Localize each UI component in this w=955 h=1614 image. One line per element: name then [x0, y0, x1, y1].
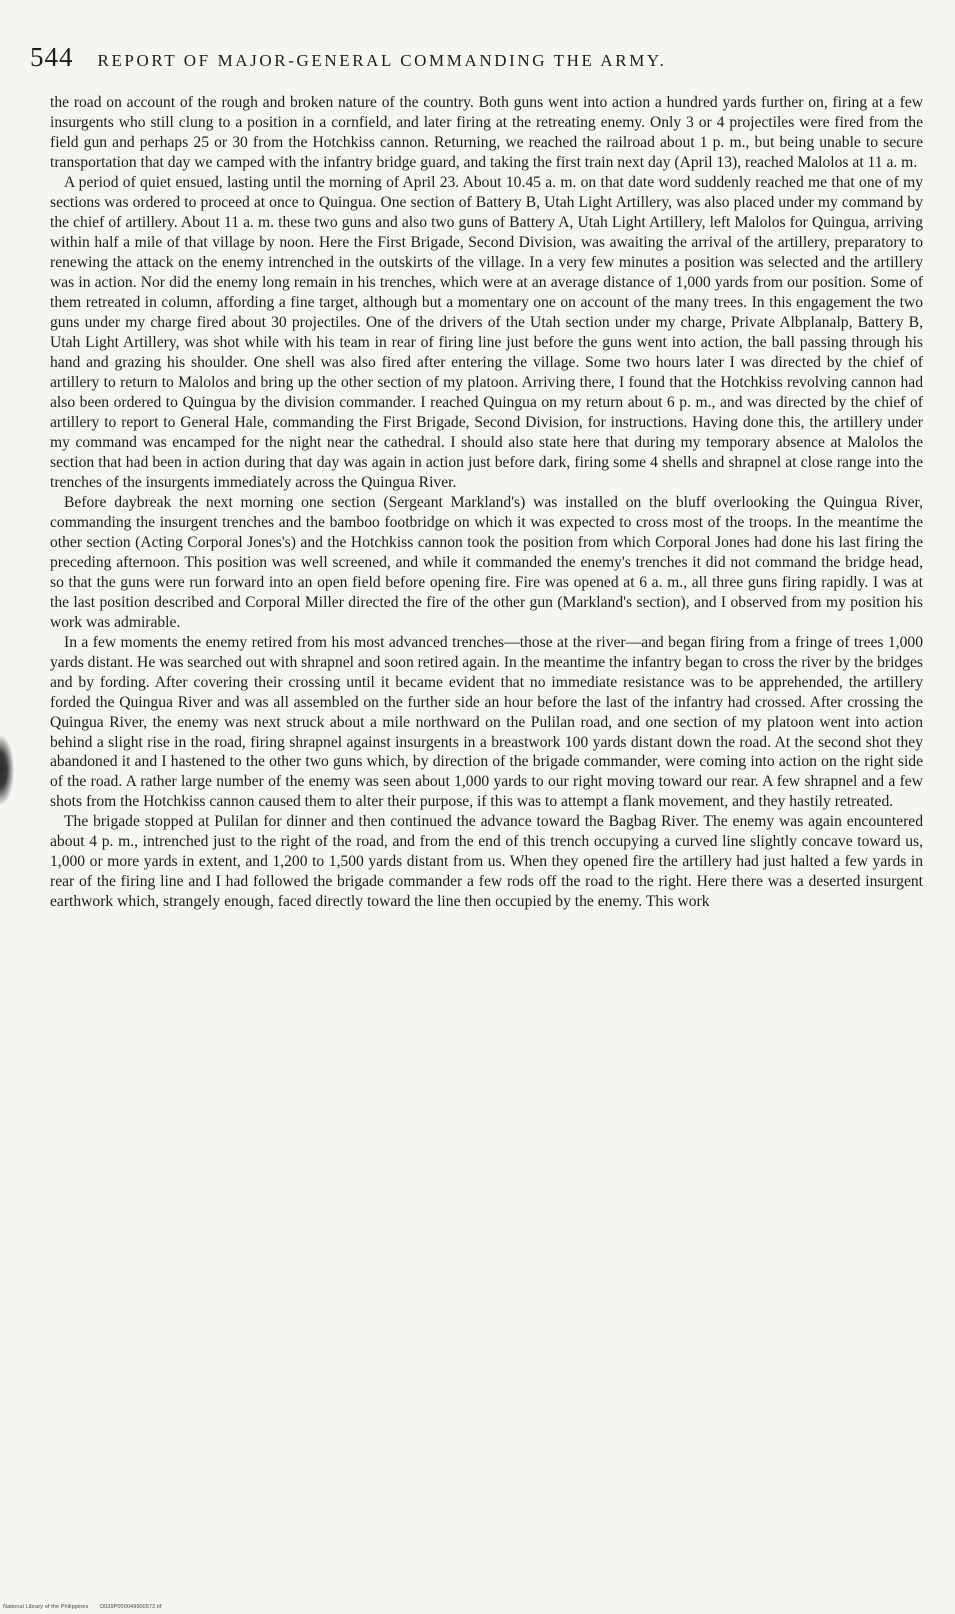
report-body — [50, 93, 923, 912]
scan-footer — [3, 1604, 172, 1610]
paragraph-3: Before daybreak the next morning one section (Sergeant Markland's) was installed on the bluff overlooking the Quingua River, commanding the insurgent trenches and the bamboo footbridge on which it was expected to cross most of the troops. In the meantime the other section (Acting Corporal Jones's) and the Hotchkiss cannon took the position from which Corporal Jones had done his last firing the preceding afternoon. This position was well screened, and while it commanded the enemy's trenches it did not command the bridge head, so that the guns were run forward into an open field before opening fire. Fire was opened at 6 a. m., all three guns firing rapidly. I was at the last position described and Corporal Miller directed the fire of the other gun (Markland's section), and I observed from my position his work was admirable. — [50, 493, 923, 631]
footer-identifier: D039P000049900572.tif — [100, 1604, 162, 1610]
page-number: 544 — [30, 42, 74, 72]
binding-shadow — [0, 735, 14, 805]
paragraph-5: The brigade stopped at Pulilan for dinner and then continued the advance toward the Bagbag River. The enemy was again encountered about 4 p. m., intrenched just to the right of the road, and from the end of this trench occupying a curved line slightly concave toward us, 1,000 or more yards in extent, and 1,200 to 1,500 yards distant from us. When they opened fire the artillery had just halted a few yards in rear of the firing line and I had followed the brigade commander a few rods off the road to the right. Here there was a deserted insurgent earthwork which, strangely enough, faced directly toward the line then occupied by the enemy. This work — [50, 813, 923, 911]
paragraph-1: the road on account of the rough and broken nature of the country. Both guns went into action a hundred yards further on, firing at a few insurgents who still clung to a position in a cornfield, and later firing at the retreating enemy. Only 3 or 4 projectiles were fired from the field gun and perhaps 25 or 30 from the Hotchkiss cannon. Returning, we reached the railroad about 1 p. m., but being unable to secure transportation that day we camped with the infantry bridge guard, and taking the first train next day (April 13), reached Malolos at 11 a. m. — [50, 94, 923, 171]
paragraph-2: A period of quiet ensued, lasting until the morning of April 23. About 10.45 a. m. on that date word suddenly reached me that one of my sections was ordered to proceed at once to Quingua. One section of Battery B, Utah Light Artillery, was also placed under my command by the chief of artillery. About 11 a. m. these two guns and also two guns of Battery A, Utah Light Artillery, left Malolos for Quingua, arriving within half a mile of that village by noon. Here the First Brigade, Second Division, was awaiting the arrival of the artillery, preparatory to renewing the attack on the enemy intrenched in the outskirts of the village. In a very few minutes a position was selected and the artillery was in action. Nor did the enemy long remain in his trenches, which were at an average distance of 1,000 yards from our position. Some of them retreated in column, affording a fine target, although but a momentary one on account of the many trees. In this engagement the two guns under my charge fired about 30 projectiles. One of the drivers of the Utah section under my charge, Private Albplanalp, Battery B, Utah Light Artillery, was shot while with his team in rear of firing line just before the guns went into action, the ball passing through his hand and grazing his shoulder. One shell was also fired after entering the village. Some two hours later I was directed by the chief of artillery to return to Malolos and bring up the other section of my platoon. Arriving there, I found that the Hotchkiss revolving cannon had also been ordered to Quingua by the division commander. I reached Quingua on my return about 6 p. m., and was directed by the chief of artillery to report to General Hale, commanding the First Brigade, Second Division, for instructions. Having done this, the artillery under my command was encamped for the night near the cathedral. I should also state here that during my temporary absence at Malolos the section that had been in action during that day was again in action just before dark, firing some 4 shells and shrapnel at close range into the trenches of the insurgents immediately across the Quingua River. — [50, 173, 923, 491]
footer-library: National Library of the Philippines — [3, 1604, 89, 1610]
page-header — [30, 42, 890, 73]
paragraph-4: In a few moments the enemy retired from his most advanced trenches—those at the river—and began firing from a fringe of trees 1,000 yards distant. He was searched out with shrapnel and soon retired again. In the meantime the infantry began to cross the river by the bridges and by fording. After covering their crossing until it became evident that no immediate resistance was to be apprehended, the artillery forded the Quingua River and was all assembled on the further side an hour before the last of the infantry had crossed. After crossing the Quingua River, the enemy was next struck about a mile northward on the Pulilan road, and one section of my platoon went into action behind a slight rise in the road, firing shrapnel against insurgents in a breastwork 100 yards distant down the road. At the second shot they abandoned it and I hastened to the other two guns which, by direction of the brigade commander, were coming into action on the right side of the road. A rather large number of the enemy was seen about 1,000 yards to our right moving toward our rear. A few shrapnel and a few shots from the Hotchkiss cannon caused them to alter their purpose, if this was to attempt a flank movement, and they hastily retreated. — [50, 633, 923, 811]
running-title: REPORT OF MAJOR-GENERAL COMMANDING THE ARMY. — [97, 51, 667, 70]
